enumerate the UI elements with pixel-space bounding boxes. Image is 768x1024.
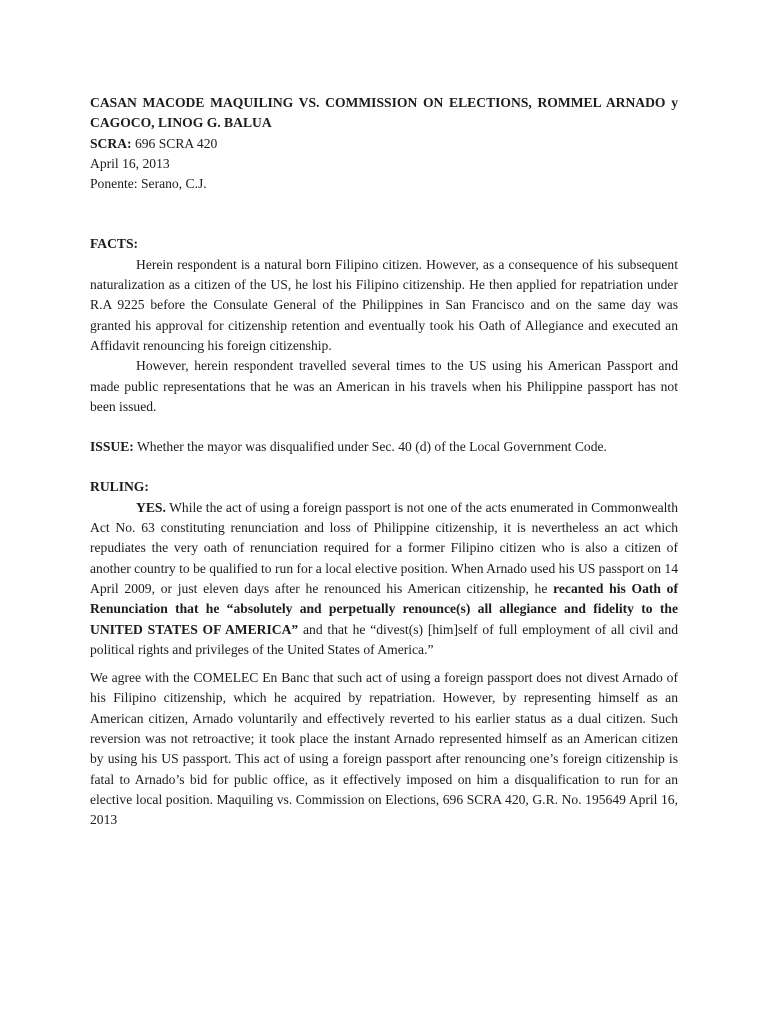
ruling-text-part-1: While the act of using a foreign passport is not one of the acts enumerated in Commonwealth Act No. 63 constituting renunciation and loss of Philippine citizenship, it is nevertheless an act which repudiates the very oath of renunciation required for a former Filipino citizen who is also a citizen of another country to be qualified to run for a local elective position. When Arnado used his US passport on 14 April 2009, or just eleven days after he renounced his American citizenship, he	[90, 499, 678, 596]
ruling-paragraph-2: We agree with the COMELEC En Banc that such act of using a foreign passport does not divest Arnado of his Filipino citizenship, which he acquired by repatriation. However, by representing himself as an American citizen, Arnado voluntarily and effectively reverted to his earlier status as a dual citizen. Such reversion was not retroactive; it took place the instant Arnado represented himself as an American citizen by using his US passport. This act of using a foreign passport after renouncing one’s foreign citizenship is fatal to Arnado’s bid for public office, as it effectively imposed on him a disqualification to run for an elective local position. Maquiling vs. Commission on Elections, 696 SCRA 420, G.R. No. 195649 April 16, 2013	[90, 670, 678, 828]
facts-paragraph-2: However, herein respondent travelled several times to the US using his American Passport and made public representations that he was an American in his travels when his Philippine passport has not been issued.	[90, 358, 678, 414]
decision-date: April 16, 2013	[90, 155, 170, 171]
ruling-paragraph-1	[90, 498, 678, 660]
spacer	[90, 194, 678, 234]
case-title: CASAN MACODE MAQUILING VS. COMMISSION ON ELECTIONS, ROMMEL ARNADO y CAGOCO, LINOG G. BALUA	[90, 95, 678, 131]
ruling-heading: RULING:	[90, 479, 149, 495]
issue-label: ISSUE:	[90, 439, 134, 455]
ponente: Ponente: Serano, C.J.	[90, 176, 207, 192]
spacer	[90, 417, 678, 437]
issue-line	[90, 437, 678, 457]
spacer	[90, 660, 678, 668]
facts-paragraph-1: Herein respondent is a natural born Filipino citizen. However, as a consequence of his subsequent naturalization as a citizen of the US, he lost his Filipino citizenship. He then applied for repatriation under R.A 9225 before the Consulate General of the Philippines in San Francisco and on the same day was granted his approval for citizenship retention and eventually took his Oath of Allegiance and executed an Affidavit renouncing his foreign citizenship.	[90, 256, 678, 353]
ruling-text-part-2: and that he “divest(s) [him]self of full employment of all civil and political rights and privileges of the United States of America.”	[90, 621, 678, 657]
ruling-yes-label: YES.	[136, 499, 166, 515]
facts-heading: FACTS:	[90, 236, 139, 252]
scra-line	[90, 134, 678, 154]
document-page	[90, 93, 678, 831]
ruling-bold-quote: recanted his Oath of Renunciation that he “absolutely and perpetually renounce(s) all allegiance and fidelity to the UNITED STATES OF AMERICA”	[90, 580, 678, 637]
scra-label: SCRA:	[90, 135, 132, 151]
issue-text: Whether the mayor was disqualified under Sec. 40 (d) of the Local Government Code.	[133, 439, 607, 455]
spacer	[90, 457, 678, 477]
scra-value: 696 SCRA 420	[131, 135, 218, 151]
